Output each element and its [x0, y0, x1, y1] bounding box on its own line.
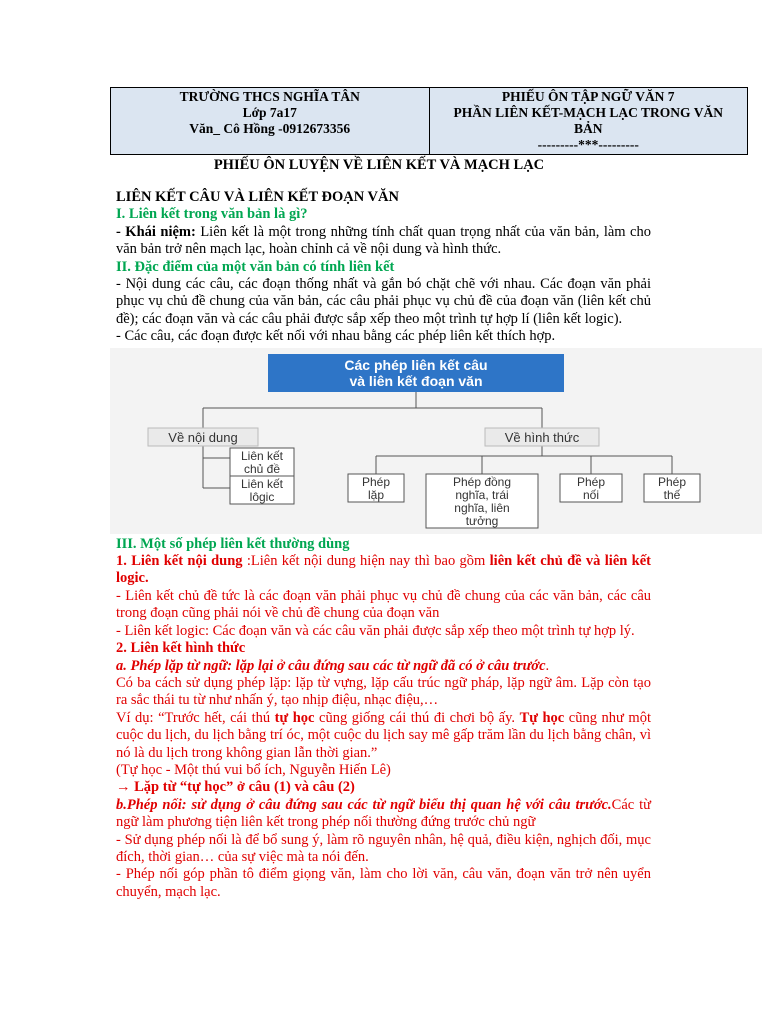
- header-separator: ---------***---------: [537, 137, 639, 152]
- box-lien-ket-chu-de-l1: Liên kết: [240, 448, 284, 463]
- example-post: cũng như một cuộc du lịch, du lịch bằng trí óc, một cuộc du lịch say mê gấp trăm lần du lịch bằng chân, vì nó là du lịch trong không gian lẫn thời gian.”: [116, 709, 651, 761]
- box-phep-lap-l2: lặp: [367, 487, 385, 502]
- page-title: PHIẾU ÔN LUYỆN VỀ LIÊN KẾT VÀ MẠCH LẠC: [213, 157, 545, 173]
- diagram: [110, 348, 762, 534]
- s2-paragraph-1: - Nội dung các câu, các đoạn thống nhất và gắn bó chặt chẽ với nhau. Các đoạn văn phải phục vụ chủ đề chung của văn bản, các câu phải phục vụ chủ đề của đoạn văn (liên kết chủ đề); các đoạn văn và các câu phải được sắp xếp theo một trình tự hợp lí (liên kết logic).: [116, 276, 651, 327]
- box-lien-ket-chu-de-l2: chủ đề: [243, 461, 281, 476]
- topic-link-paragraph: - Liên kết chủ đề tức là các đoạn văn phải phục vụ chủ đề chung của các văn bản, các câu trong đoạn cũng phải nói về chủ đề chung của đoạn văn: [116, 587, 651, 622]
- definition-paragraph: [116, 224, 651, 259]
- header-school-cell: [111, 88, 430, 155]
- worksheet-subtitle-cont: BẢN: [573, 121, 603, 136]
- repetition-paragraph: Có ba cách sử dụng phép lặp: lặp từ vựng, lặp cấu trúc ngữ pháp, lặp ngữ âm. Lặp còn tạo ra sắc thái tu từ như nhấn ý, tạo nhịp điệu, nhạc điệu,…: [116, 674, 651, 709]
- conjunction-text: Các từ ngữ làm phương tiện liên kết trong phép nối thường đứng trước chủ ngữ: [116, 796, 651, 831]
- content-link-text: :Liên kết nội dung hiện nay thì bao gồm: [242, 553, 490, 570]
- content-link-paragraph: [116, 553, 651, 588]
- box-phep-dong-nghia-l4: tưởng: [465, 513, 499, 528]
- content-link-bold: liên kết chủ đề và liên kết logic.: [116, 553, 651, 587]
- teacher-info: Văn_ Cô Hồng -0912673356: [189, 121, 351, 136]
- repetition-conclusion: → Lặp từ “tự học” ở câu (1) và câu (2): [116, 779, 355, 796]
- box-phep-dong-nghia-l2: nghĩa, trái: [455, 487, 509, 502]
- box-phep-noi-l1: Phép: [576, 474, 606, 489]
- class-name: Lớp 7a17: [242, 105, 297, 120]
- box-lien-ket-logic-l1: Liên kết: [240, 476, 284, 491]
- example-mid: cũng giống cái thú đi chơi bộ ấy.: [314, 709, 520, 726]
- diagram-title-line1: Các phép liên kết câu: [344, 356, 488, 373]
- branch-content-label: Về nội dung: [168, 429, 238, 445]
- example-pre: Ví dụ: “Trước hết, cái thú: [116, 709, 275, 726]
- s2-paragraph-2: - Các câu, các đoạn được kết nối với nhau bằng các phép liên kết thích hợp.: [116, 328, 556, 345]
- content-link-label: 1. Liên kết nội dung: [116, 553, 243, 570]
- document-body: [116, 189, 687, 901]
- conjunction-heading: b.Phép nối: sử dụng ở câu đứng sau các từ ngữ biểu thị quan hệ với câu trước.: [116, 796, 612, 813]
- conjunction-paragraph: [116, 797, 651, 832]
- worksheet-title: PHIẾU ÔN TẬP NGỮ VĂN 7: [501, 89, 675, 104]
- school-name: TRƯỜNG THCS NGHĨA TÂN: [179, 89, 360, 104]
- repetition-heading-dot: .: [545, 657, 550, 674]
- example-paragraph: [116, 710, 651, 762]
- conjunction-paragraph-1: - Sử dụng phép nối là để bổ sung ý, làm rõ nguyên nhân, hệ quả, điều kiện, nghịch đối, mục đích, thời gian… của sự việc mà ta nói đến.: [116, 831, 651, 865]
- repetition-heading: [116, 658, 651, 675]
- box-phep-lap-l1: Phép: [361, 474, 391, 489]
- repetition-heading-text: a. Phép lặp từ ngữ: lặp lại ở câu đứng sau các từ ngữ đã có ở câu trước: [116, 657, 546, 674]
- form-link-heading: 2. Liên kết hình thức: [116, 640, 246, 657]
- branch-form-label: Về hình thức: [504, 429, 580, 445]
- definition-term: - Khái niệm:: [116, 223, 196, 240]
- example-source: (Tự học - Một thú vui bổ ích, Nguyễn Hiến Lê): [116, 761, 391, 778]
- heading-s1: I. Liên kết trong văn bản là gì?: [116, 206, 308, 223]
- header-title-cell: [429, 88, 748, 155]
- diagram-title-line2: và liên kết đoạn văn: [349, 372, 483, 389]
- section-heading: LIÊN KẾT CÂU VÀ LIÊN KẾT ĐOẠN VĂN: [116, 189, 399, 205]
- box-lien-ket-logic-l2: lôgic: [249, 489, 275, 504]
- box-phep-the-l2: thế: [663, 487, 681, 502]
- example-bold-1: tự học: [274, 709, 315, 726]
- box-phep-dong-nghia-l1: Phép đồng: [452, 474, 512, 489]
- definition-text: Liên kết là một trong những tính chất quan trọng nhất của văn bản, làm cho văn bản trở nên mạch lạc, hoàn chỉnh cả về nội dung và hình thức.: [116, 223, 651, 258]
- example-bold-2: Tự học: [519, 709, 565, 726]
- header-table: [110, 87, 748, 155]
- diagram-svg: [110, 348, 762, 534]
- logic-link-paragraph: - Liên kết logic: Các đoạn văn và các câu văn phải được sắp xếp theo một trình tự hợp lý.: [116, 622, 635, 639]
- worksheet-subtitle: PHẦN LIÊN KẾT-MẠCH LẠC TRONG VĂN: [453, 105, 723, 120]
- heading-s3: III. Một số phép liên kết thường dùng: [116, 535, 350, 552]
- box-phep-the-l1: Phép: [657, 474, 687, 489]
- conjunction-paragraph-2: - Phép nối góp phần tô điểm giọng văn, làm cho lời văn, câu văn, đoạn văn trở nên uyển chuyển, mạch lạc.: [116, 866, 651, 900]
- heading-s2: II. Đặc điểm của một văn bản có tính liên kết: [116, 258, 395, 275]
- box-phep-dong-nghia-l3: nghĩa, liên: [454, 500, 510, 515]
- box-phep-noi-l2: nối: [582, 487, 600, 502]
